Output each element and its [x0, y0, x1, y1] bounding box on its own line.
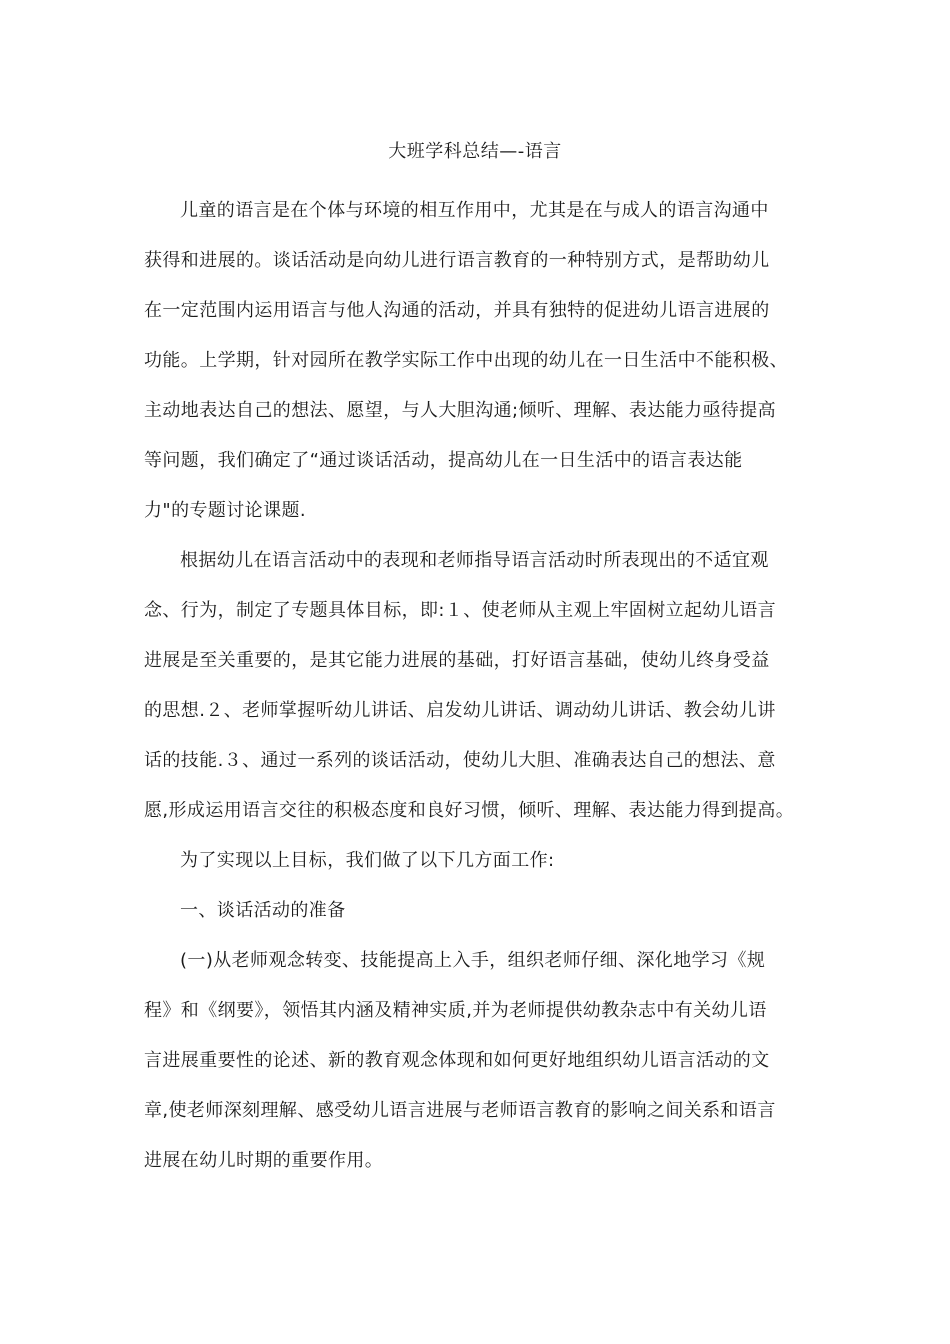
text-line: 在一定范围内运用语言与他人沟通的活动，并具有独特的促进幼儿语言进展的: [144, 300, 770, 321]
text-line: 主动地表达自己的想法、愿望，与人大胆沟通;倾听、理解、表达能力亟待提高: [144, 400, 777, 421]
text-line: 儿童的语言是在个体与环境的相互作用中，尤其是在与成人的语言沟通中: [180, 200, 769, 221]
text-line: 愿,形成运用语言交往的积极态度和良好习惯，倾听、理解、表达能力得到提高。: [144, 800, 795, 821]
text-line: 力"的专题讨论课题.: [144, 500, 307, 521]
text-line: 为了实现以上目标，我们做了以下几方面工作:: [180, 850, 555, 871]
text-line: 言进展重要性的论述、新的教育观念体现和如何更好地组织幼儿语言活动的文: [144, 1050, 770, 1071]
text-line: (一)从老师观念转变、技能提高上入手，组织老师仔细、深化地学习《规: [180, 950, 766, 971]
text-line: 进展是至关重要的，是其它能力进展的基础，打好语言基础，使幼儿终身受益: [144, 650, 770, 671]
document-body: [144, 186, 806, 1186]
text-line: 获得和进展的。谈话活动是向幼儿进行语言教育的一种特别方式，是帮助幼儿: [144, 250, 770, 271]
text-line: 根据幼儿在语言活动中的表现和老师指导语言活动时所表现出的不适宜观: [180, 550, 769, 571]
text-line: 等问题，我们确定了“通过谈话活动，提高幼儿在一日生活中的语言表达能: [144, 450, 743, 471]
text-line: 的思想.２、老师掌握听幼儿讲话、启发幼儿讲话、调动幼儿讲话、教会幼儿讲: [144, 700, 776, 721]
text-line: 念、行为，制定了专题具体目标，即:１、使老师从主观上牢固树立起幼儿语言: [144, 600, 777, 621]
section-heading: 一、谈话活动的准备: [180, 900, 346, 921]
text-line: 功能。上学期，针对园所在教学实际工作中出现的幼儿在一日生活中不能积极、: [144, 350, 788, 371]
text-line: 程》和《纲要》，领悟其内涵及精神实质,并为老师提供幼教杂志中有关幼儿语: [144, 1000, 767, 1021]
text-line: 进展在幼儿时期的重要作用。: [144, 1150, 384, 1171]
page-title: 大班学科总结—-语言: [388, 141, 562, 162]
text-line: 章,使老师深刻理解、感受幼儿语言进展与老师语言教育的影响之间关系和语言: [144, 1100, 776, 1121]
text-line: 话的技能.３、通过一系列的谈话活动，使幼儿大胆、准确表达自己的想法、意: [144, 750, 776, 771]
